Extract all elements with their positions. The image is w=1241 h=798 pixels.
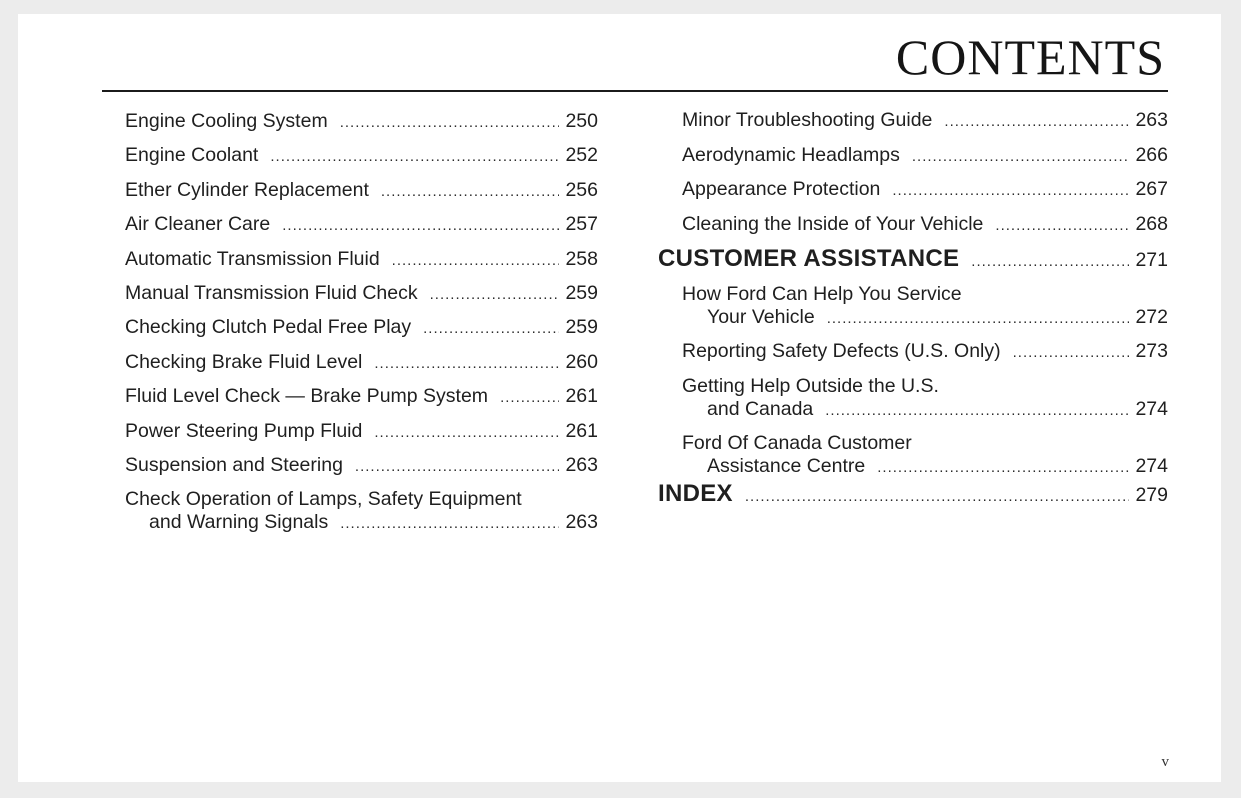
toc-entry-label-line2: and Canada <box>707 397 814 420</box>
toc-entry-label-line2: Assistance Centre <box>707 454 866 477</box>
leader-dots <box>971 250 1129 273</box>
toc-entry-continuation <box>658 455 1168 478</box>
toc-entry-page: 266 <box>1135 143 1168 166</box>
toc-entry-page: 268 <box>1135 212 1168 235</box>
toc-entry[interactable] <box>658 144 1168 179</box>
toc-entry-continuation <box>658 306 1168 329</box>
leader-dots <box>500 386 559 409</box>
toc-entry-page: 252 <box>565 144 598 167</box>
toc-entry-label: Minor Troubleshooting Guide <box>682 109 933 131</box>
toc-entry[interactable] <box>125 110 598 144</box>
leader-dots <box>825 399 1129 422</box>
toc-entry-multiline[interactable] <box>658 375 1168 421</box>
leader-dots <box>392 249 560 272</box>
toc-section-customer-assistance[interactable] <box>658 247 1168 283</box>
toc-entry-label-line2: and Warning Signals <box>149 511 329 534</box>
toc-entry-label: Automatic Transmission Fluid <box>125 247 380 270</box>
header-rule <box>102 90 1168 92</box>
leader-dots <box>877 456 1129 479</box>
toc-entry-label: Reporting Safety Defects (U.S. Only) <box>682 340 1001 362</box>
toc-entry-page: 279 <box>1135 483 1168 506</box>
leader-dots <box>355 455 560 478</box>
toc-entry-page: 274 <box>1135 397 1168 420</box>
toc-entry-page: 250 <box>565 110 598 132</box>
toc-entry-label: Aerodynamic Headlamps <box>682 143 900 166</box>
toc-entry[interactable] <box>125 385 598 419</box>
toc-entry-label: Checking Clutch Pedal Free Play <box>125 316 412 339</box>
toc-entry-page: 272 <box>1135 306 1168 328</box>
toc-entry[interactable] <box>125 420 598 454</box>
toc-entry-label-line1: Ford Of Canada Customer <box>682 431 912 454</box>
toc-entry-label-line1: Getting Help Outside the U.S. <box>682 374 939 397</box>
toc-entry-label: Cleaning the Inside of Your Vehicle <box>682 212 984 235</box>
toc-entry-label: Ether Cylinder Replacement <box>125 178 369 201</box>
toc-entry-label-line1: How Ford Can Help You Service <box>682 283 962 305</box>
toc-entry-page: 273 <box>1135 340 1168 362</box>
toc-entry-continuation <box>125 511 598 535</box>
leader-dots <box>282 214 559 237</box>
toc-entry-page: 261 <box>565 385 598 408</box>
section-heading: INDEX <box>658 479 733 507</box>
toc-entry[interactable] <box>125 213 598 247</box>
leader-dots <box>340 111 560 134</box>
leader-dots <box>995 214 1129 237</box>
toc-entry-page: 260 <box>565 350 598 373</box>
toc-entry-page: 271 <box>1135 249 1168 271</box>
toc-entry-page: 256 <box>565 178 598 201</box>
toc-entry-label: Appearance Protection <box>682 178 881 200</box>
leader-dots <box>374 421 559 444</box>
toc-entry-page: 274 <box>1135 454 1168 477</box>
page-title: CONTENTS <box>895 29 1165 85</box>
toc-entry-label-line2: Your Vehicle <box>707 306 815 328</box>
toc-entry-page: 263 <box>565 511 598 534</box>
toc-entry[interactable] <box>658 178 1168 213</box>
toc-entry-page: 258 <box>565 247 598 270</box>
toc-entry-page: 267 <box>1135 178 1168 200</box>
leader-dots <box>430 283 560 306</box>
toc-entry[interactable] <box>125 179 598 213</box>
leader-dots <box>912 145 1130 168</box>
toc-entry[interactable] <box>125 144 598 178</box>
toc-entry-page: 259 <box>565 281 598 304</box>
toc-entry[interactable] <box>125 248 598 282</box>
toc-entry-label: Checking Brake Fluid Level <box>125 350 363 373</box>
toc-entry[interactable] <box>125 454 598 488</box>
leader-dots <box>1013 341 1130 364</box>
toc-entry-label: Air Cleaner Care <box>125 213 271 236</box>
toc-entry[interactable] <box>125 351 598 385</box>
toc-entry[interactable] <box>125 316 598 350</box>
toc-entry-multiline[interactable] <box>125 488 598 535</box>
leader-dots <box>270 145 559 168</box>
toc-entry-page: 261 <box>565 419 598 442</box>
toc-left-column <box>125 110 598 535</box>
section-heading: CUSTOMER ASSISTANCE <box>658 245 960 272</box>
toc-entry-label: Engine Cooling System <box>125 110 328 132</box>
leader-dots <box>340 512 559 535</box>
toc-entry-label: Engine Coolant <box>125 144 259 167</box>
leader-dots <box>381 180 560 203</box>
toc-entry[interactable] <box>658 340 1168 375</box>
leader-dots <box>827 307 1130 330</box>
page-folio: v <box>1161 754 1169 770</box>
toc-entry-label: Manual Transmission Fluid Check <box>125 281 418 304</box>
document-page <box>18 14 1221 782</box>
toc-entry-label: Suspension and Steering <box>125 453 343 476</box>
leader-dots <box>423 317 559 340</box>
toc-entry[interactable] <box>658 213 1168 248</box>
toc-entry-label: Power Steering Pump Fluid <box>125 419 363 442</box>
toc-entry[interactable] <box>125 282 598 316</box>
toc-entry-multiline[interactable] <box>658 432 1168 478</box>
toc-entry-label: Fluid Level Check — Brake Pump System <box>125 385 489 408</box>
toc-entry-page: 257 <box>565 213 598 236</box>
leader-dots <box>944 110 1129 133</box>
toc-entry-page: 259 <box>565 316 598 339</box>
toc-entry-page: 263 <box>1135 109 1168 131</box>
leader-dots <box>374 352 559 375</box>
toc-entry-label-line1: Check Operation of Lamps, Safety Equipment <box>125 488 522 511</box>
leader-dots <box>892 179 1129 202</box>
toc-entry-page: 263 <box>565 453 598 476</box>
toc-entry-multiline[interactable] <box>658 283 1168 329</box>
toc-section-index[interactable] <box>658 479 1168 518</box>
leader-dots <box>745 485 1130 508</box>
toc-entry-continuation <box>658 398 1168 421</box>
toc-entry[interactable] <box>658 109 1168 144</box>
toc-right-column <box>658 109 1168 518</box>
